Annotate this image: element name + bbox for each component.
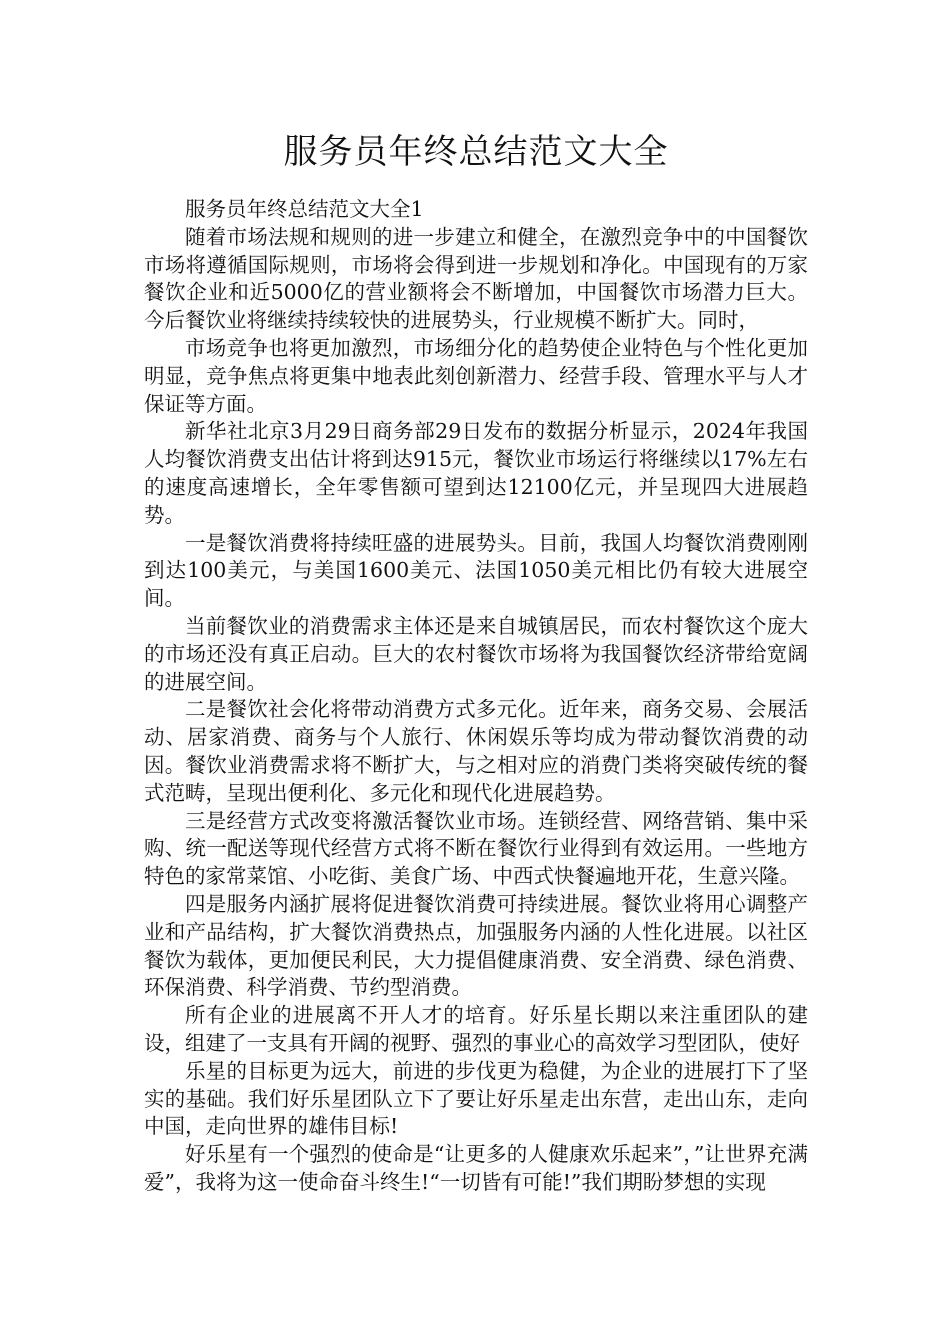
document-title: 服务员年终总结范文大全	[283, 132, 669, 172]
paragraph: 四是服务内涵扩展将促进餐饮消费可持续进展。餐饮业将用心调整产业和产品结构，扩大餐饮消费热点，加强服务内涵的人性化进展。以社区餐饮为载体，更加便民利民，大力提倡健康消费、安全消费、绿色消费、环保消费、科学消费、节约型消费。	[144, 891, 808, 1000]
paragraph: 新华社北京3月29日商务部29日发布的数据分析显示，2024年我国人均餐饮消费支出估计将到达915元，餐饮业市场运行将继续以17%左右的速度高速增长，全年零售额可望到达12100亿元，并呈现四大进展趋势。	[144, 419, 808, 527]
paragraph: 市场竞争也将更加激烈，市场细分化的趋势使企业特色与个性化更加明显，竞争焦点将更集中地表此刻创新潜力、经营手段、管理水平与人才保证等方面。	[144, 335, 808, 416]
paragraph: 当前餐饮业的消费需求主体还是来自城镇居民，而农村餐饮这个庞大的市场还没有真正启动。巨大的农村餐饮市场将为我国餐饮经济带给宽阔的进展空间。	[144, 613, 808, 694]
paragraph: 一是餐饮消费将持续旺盛的进展势头。目前，我国人均餐饮消费刚刚到达100美元，与美国1600美元、法国1050美元相比仍有较大进展空间。	[144, 530, 808, 611]
paragraph: 服务员年终总结范文大全1	[185, 197, 424, 221]
document-body	[144, 196, 808, 1197]
paragraph: 所有企业的进展离不开人才的培育。好乐星长期以来注重团队的建设，组建了一支具有开阔的视野、强烈的事业心的高效学习型团队，使好	[144, 1003, 808, 1055]
paragraph: 二是餐饮社会化将带动消费方式多元化。近年来，商务交易、会展活动、居家消费、商务与个人旅行、休闲娱乐等均成为带动餐饮消费的动因。餐饮业消费需求将不断扩大，与之相对应的消费门类将突破传统的餐式范畴，呈现出便利化、多元化和现代化进展趋势。	[144, 697, 808, 805]
paragraph: 乐星的目标更为远大，前进的步伐更为稳健，为企业的进展打下了坚实的基础。我们好乐星团队立下了要让好乐星走出东营，走出山东，走向中国，走向世界的雄伟目标!	[144, 1058, 808, 1139]
document-page	[144, 128, 808, 1197]
paragraph: 随着市场法规和规则的进一步建立和健全，在激烈竞争中的中国餐饮市场将遵循国际规则，市场将会得到进一步规划和净化。中国现有的万家餐饮企业和近5000亿的营业额将会不断增加，中国餐饮市场潜力巨大。今后餐饮业将继续持续较快的进展势头，行业规模不断扩大。同时，	[144, 224, 808, 333]
paragraph: 好乐星有一个强烈的使命是“让更多的人健康欢乐起来”，”让世界充满爱”，我将为这一使命奋斗终生!“一切皆有可能!”我们期盼梦想的实现	[144, 1142, 808, 1194]
paragraph: 三是经营方式改变将激活餐饮业市场。连锁经营、网络营销、集中采购、统一配送等现代经营方式将不断在餐饮行业得到有效运用。一些地方特色的家常菜馆、小吃街、美食广场、中西式快餐遍地开花，生意兴隆。	[144, 808, 808, 889]
